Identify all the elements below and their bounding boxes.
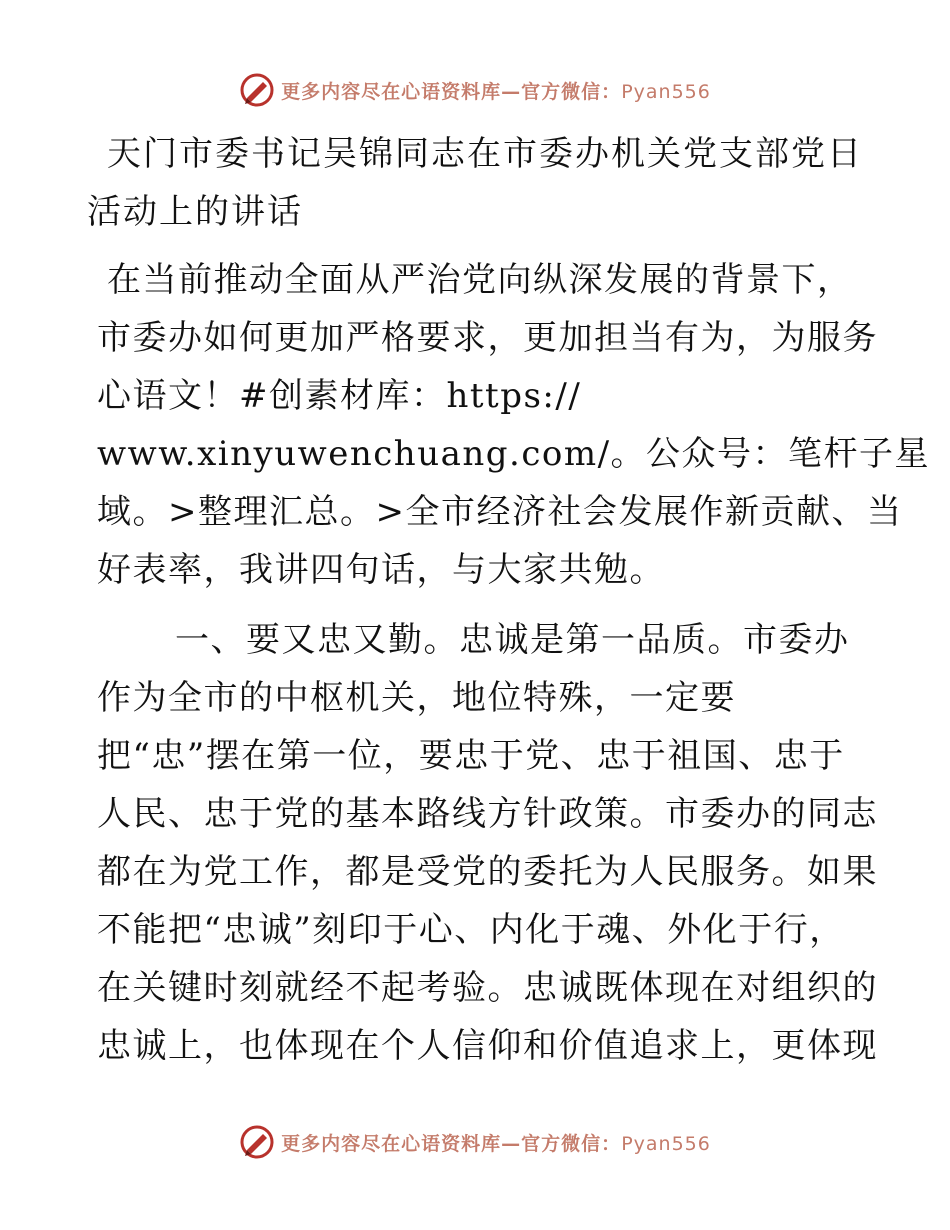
text-line: 不能把“忠诚”刻印于心、内化于魂、外化于行， bbox=[97, 910, 845, 950]
text-line: 作为全市的中枢机关，地位特殊，一定要 bbox=[97, 678, 736, 718]
pen-logo-icon bbox=[239, 72, 275, 108]
document-title bbox=[87, 125, 863, 241]
text-line: 好表率，我讲四句话，与大家共勉。 bbox=[97, 550, 665, 590]
title-line: 天门市委书记吴锦同志在市委办机关党支部党日 bbox=[107, 134, 863, 174]
text-line: 心语文！#创素材库：https:// bbox=[97, 376, 582, 416]
document-body bbox=[87, 125, 931, 1075]
paragraph-intro bbox=[97, 251, 931, 599]
footer-watermark-banner bbox=[0, 1122, 950, 1162]
text-line: 在关键时刻就经不起考验。忠诚既体现在对组织的 bbox=[97, 968, 878, 1008]
banner-text: 更多内容尽在心语资料库—官方微信：Pyan556 bbox=[281, 1132, 711, 1155]
header-watermark-banner bbox=[0, 70, 950, 110]
banner-text: 更多内容尽在心语资料库—官方微信：Pyan556 bbox=[281, 80, 711, 103]
text-line: 忠诚上，也体现在个人信仰和价值追求上，更体现 bbox=[97, 1026, 878, 1066]
text-line: 人民、忠于党的基本路线方针政策。市委办的同志 bbox=[97, 794, 878, 834]
text-line: 一、要又忠又勤。忠诚是第一品质。市委办 bbox=[175, 620, 850, 660]
text-line: 在当前推动全面从严治党向纵深发展的背景下， bbox=[107, 260, 853, 300]
text-line: 域。>整理汇总。>全市经济社会发展作新贡献、当 bbox=[97, 492, 903, 532]
text-line: www.xinyuwenchuang.com/。公众号：笔杆子星 bbox=[97, 434, 931, 474]
text-line: 市委办如何更加严格要求，更加担当有为，为服务 bbox=[97, 318, 878, 358]
pen-logo-icon bbox=[239, 1124, 275, 1160]
paragraph-section-one bbox=[97, 611, 878, 1075]
text-line: 把“忠”摆在第一位，要忠于党、忠于祖国、忠于 bbox=[97, 736, 845, 776]
text-line: 都在为党工作，都是受党的委托为人民服务。如果 bbox=[97, 852, 878, 892]
title-line: 活动上的讲话 bbox=[87, 192, 303, 232]
